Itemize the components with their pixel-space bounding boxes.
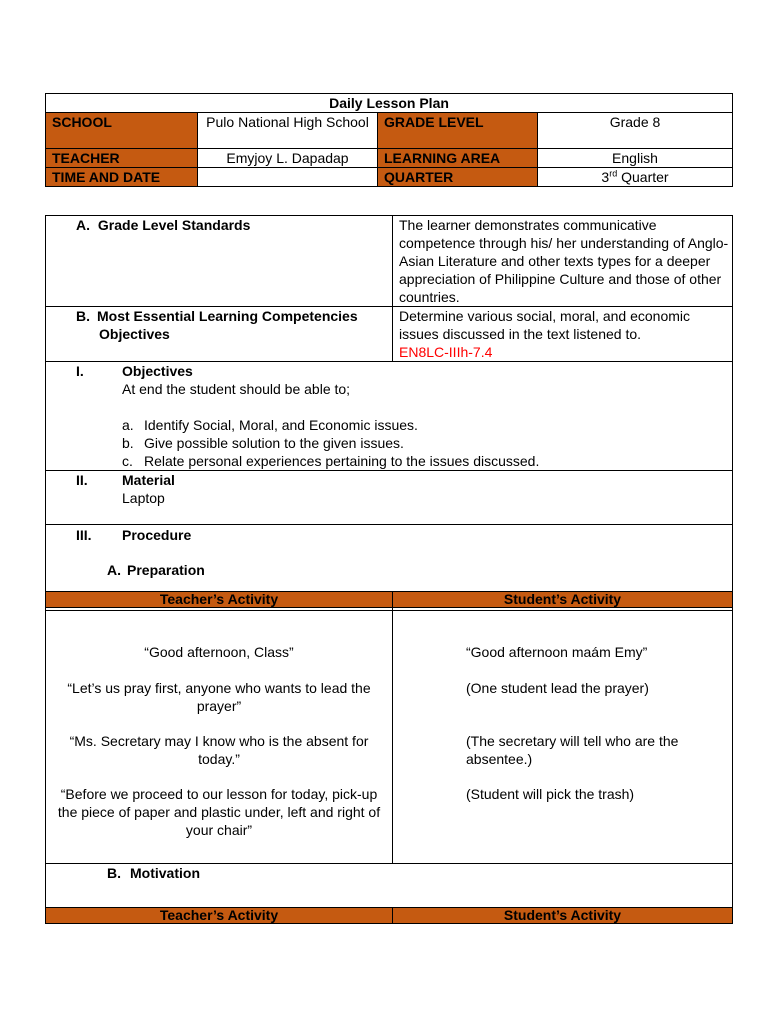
objective-item: [76, 434, 732, 452]
procedure-row: [46, 525, 733, 592]
objectives-intro: At end the student should be able to;: [122, 381, 351, 397]
material-row: [46, 471, 733, 525]
teacher-activity-header-2: Teacher’s Activity: [46, 908, 393, 924]
grade-level-value: Grade 8: [538, 113, 733, 149]
student-line-3: (The secretary will tell who are the absentee.): [466, 733, 679, 767]
preparation-letter: A.: [107, 562, 121, 578]
time-date-label: TIME AND DATE: [46, 168, 198, 187]
teacher-line-3: “Ms. Secretary may I know who is the absent for today.”: [69, 733, 369, 767]
procedure-num: III.: [76, 527, 92, 543]
preparation-title: Preparation: [127, 562, 205, 578]
procedure-title: Procedure: [122, 527, 192, 543]
melc-label-cell: [46, 307, 393, 362]
student-line-2: (One student lead the prayer): [466, 680, 649, 696]
student-dialog-cell: [393, 611, 733, 864]
objectives-cell: [46, 362, 733, 471]
teacher-line-2: “Let’s us pray first, anyone who wants to lead the prayer”: [67, 680, 371, 714]
standards-row: [46, 216, 733, 307]
teacher-line-4: “Before we proceed to our lesson for today, pick-up the piece of paper and plastic under, left and right of your chair”: [57, 786, 381, 838]
quarter-label: QUARTER: [378, 168, 538, 187]
melc-row: [46, 307, 733, 362]
school-label: SCHOOL: [46, 113, 198, 149]
material-title: Material: [122, 472, 175, 488]
melc-text: Determine various social, moral, and economic issues discussed in the text listened to.: [399, 308, 691, 342]
motivation-activity-header: [46, 908, 733, 924]
objectives-list: [76, 416, 732, 470]
standards-label-cell: [46, 216, 393, 307]
learning-area-label: LEARNING AREA: [378, 149, 538, 168]
objectives-row: [46, 362, 733, 471]
melc-letter: B.: [76, 308, 90, 324]
quarter-ordinal: rd: [609, 168, 618, 179]
grade-level-label: GRADE LEVEL: [378, 113, 538, 149]
motivation-letter: B.: [107, 865, 121, 881]
time-date-value: [198, 168, 378, 187]
objective-text: Relate personal experiences pertaining to the issues discussed.: [144, 453, 540, 469]
lesson-plan-title: Daily Lesson Plan: [46, 94, 733, 113]
objective-marker: a.: [122, 417, 134, 433]
teacher-label: TEACHER: [46, 149, 198, 168]
motivation-row: [46, 864, 733, 908]
header-table: [45, 93, 733, 187]
lesson-table: [45, 215, 733, 924]
standards-text: The learner demonstrates communicative competence through his/ her understanding of Anglo-Asian Literature and other texts types for a deeper appreciation of Philippine Culture and those of other countries.: [393, 216, 733, 307]
quarter-suffix: Quarter: [617, 169, 669, 185]
student-activity-header-2: Student’s Activity: [393, 908, 733, 924]
objective-item: [76, 452, 732, 470]
preparation-dialog-row: [46, 611, 733, 864]
objective-marker: b.: [122, 435, 134, 451]
standards-letter: A.: [76, 217, 90, 233]
objectives-title: Objectives: [122, 363, 193, 379]
school-value: Pulo National High School: [198, 113, 378, 149]
header-section: [45, 93, 732, 187]
learning-area-value: English: [538, 149, 733, 168]
standards-label: Grade Level Standards: [97, 217, 251, 233]
motivation-cell: [46, 864, 733, 908]
objective-item: [76, 416, 732, 434]
student-activity-header: Student’s Activity: [393, 592, 733, 608]
material-num: II.: [76, 472, 88, 488]
objective-text: Give possible solution to the given issues.: [144, 435, 404, 451]
quarter-value: [538, 168, 733, 187]
teacher-line-1: “Good afternoon, Class”: [144, 644, 294, 660]
melc-label: Most Essential Learning Competencies: [97, 308, 358, 324]
objective-text: Identify Social, Moral, and Economic issues.: [144, 417, 418, 433]
preparation-activity-header: [46, 592, 733, 608]
objective-marker: c.: [122, 453, 133, 469]
motivation-title: Motivation: [130, 865, 200, 881]
lesson-body: [45, 215, 732, 924]
melc-text-cell: [393, 307, 733, 362]
melc-objectives-label: Objectives: [99, 326, 170, 342]
teacher-value: Emyjoy L. Dapadap: [198, 149, 378, 168]
melc-code: EN8LC-IIIh-7.4: [399, 344, 493, 360]
quarter-number: 3: [601, 169, 610, 185]
objectives-num: I.: [76, 363, 84, 379]
teacher-activity-header: Teacher’s Activity: [46, 592, 393, 608]
material-item: Laptop: [122, 490, 165, 506]
student-line-1: “Good afternoon maám Emy”: [466, 644, 648, 660]
procedure-cell: [46, 525, 733, 592]
teacher-dialog-cell: [46, 611, 393, 864]
student-line-4: (Student will pick the trash): [466, 786, 635, 802]
material-cell: [46, 471, 733, 525]
